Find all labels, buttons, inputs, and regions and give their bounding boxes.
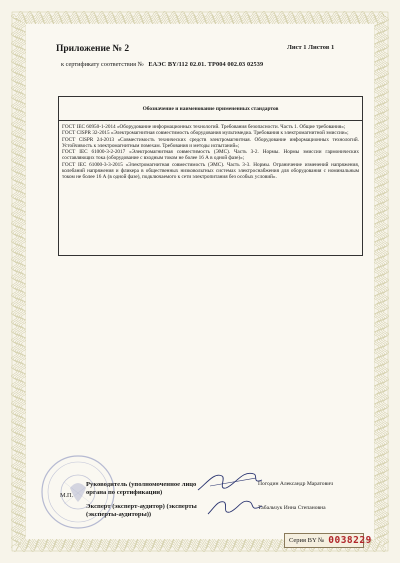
expert-signature [206, 494, 266, 520]
stamp-place-label: М.П. [60, 492, 74, 499]
expert-signature-label: Эксперт (эксперт-аудитор) (эксперты (эксперты-аудиторы)) [86, 503, 197, 518]
annex-title: Приложение № 2 [56, 44, 130, 54]
standards-table-heading: Обозначение и наименование примененных стандартов [59, 97, 362, 121]
standard-entry: ГОСТ CISPR 24-2013 «Совместимость технических средств электромагнитная. Оборудование информационных технологий. Устойчивость к электромагнитным помехам. Требования и методы испытаний»; [62, 136, 359, 149]
certificate-reference [61, 61, 263, 68]
cert-number: ЕАЭС BY/112 02.01. ТР004 002.03 02539 [148, 61, 264, 68]
standards-table-body [59, 121, 362, 183]
head-name: Погодин Александр Маратович [258, 481, 334, 487]
serial-box [284, 533, 372, 548]
standard-entry: ГОСТ CISPR 32-2015 «Электромагнитная совместимость оборудования мультимедиа. Требования к электромагнитной эмиссии»; [62, 130, 349, 137]
print-imprint [150, 529, 151, 532]
serial-number: 0038229 [328, 535, 372, 546]
cert-prefix: к сертификату соответствия № [61, 61, 144, 68]
expert-name: Табальчук Инна Степановна [258, 505, 326, 511]
standard-entry: ГОСТ IEC 60950-1-2014 «Оборудование информационных технологий. Требования безопасности. Часть 1. Общие требования»; [62, 124, 346, 130]
standards-table [58, 96, 363, 256]
head-signature [196, 466, 266, 496]
standard-entry: ГОСТ IEC 61000-3-3-2015 «Электромагнитная совместимость (ЭМС). Часть 3-3. Нормы. Ограничение изменений напряжения, колебаний напряжения и фликера в общественных низковольтных системах электроснабжения для оборудования с номинальным током не более 16 А (в одной фазе), подключаемого к сети электропитания без особых условий». [62, 161, 359, 181]
head-signature-label: Руководитель (уполномоченное лицо органа по сертификации) [86, 481, 197, 496]
sheet-count: Лист 1 Листов 1 [287, 44, 335, 51]
standard-entry: ГОСТ IEC 61000-3-2-2017 «Электромагнитная совместимость (ЭМС). Часть 3-2. Нормы. Нормы эмиссии гармонических составляющих тока (оборудование с входным током не более 16 А в одной фазе)»; [62, 149, 359, 162]
serial-label: Серия BY № [289, 537, 325, 544]
